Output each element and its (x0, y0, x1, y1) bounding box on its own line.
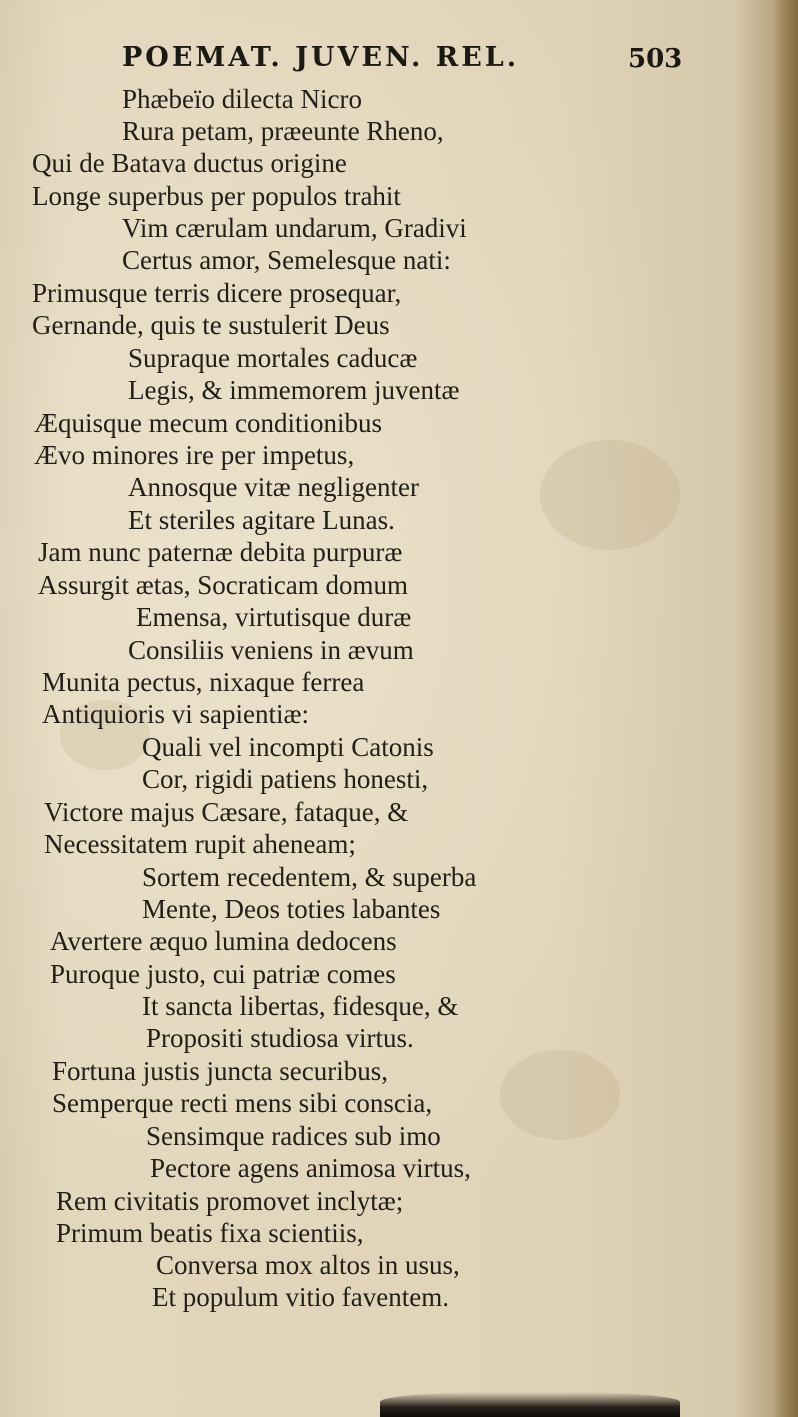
paper-stain (540, 440, 680, 550)
verse-line: Pectore agens animosa virtus, (150, 1153, 471, 1183)
verse-line: Annosque vitæ negligenter (128, 472, 419, 502)
verse-line: Longe superbus per populos trahit (32, 181, 401, 211)
running-title: POEMAT. JUVEN. REL. (122, 42, 520, 73)
verse-line: Gernande, quis te sustulerit Deus (32, 310, 390, 340)
verse-line: Legis, & immemorem juventæ (128, 375, 460, 405)
verse-line: Qui de Batava ductus origine (32, 148, 347, 178)
verse-line: Victore majus Cæsare, fataque, & (44, 797, 409, 827)
verse-line: Vim cærulam undarum, Gradivi (122, 213, 467, 243)
verse-line: Conversa mox altos in usus, (156, 1250, 460, 1280)
paper-stain (500, 1050, 620, 1140)
verse-line: Cor, rigidi patiens honesti, (142, 764, 429, 794)
verse-line: Fortuna justis juncta securibus, (52, 1056, 388, 1086)
verse-line: Emensa, virtutisque duræ (136, 602, 412, 632)
verse-line: Mente, Deos toties labantes (142, 894, 441, 924)
verse-line: Consiliis veniens in ævum (128, 635, 414, 665)
verse-line: Necessitatem rupit aheneam; (44, 829, 356, 859)
verse-line: Semperque recti mens sibi conscia, (52, 1088, 433, 1118)
verse-line: Æquisque mecum conditionibus (34, 408, 382, 438)
verse-line: Sortem recedentem, & superba (142, 862, 477, 892)
verse-line: Primusque terris dicere prosequar, (32, 278, 402, 308)
verse-line: Antiquioris vi sapientiæ: (42, 699, 309, 729)
verse-line: Ævo minores ire per impetus, (34, 440, 355, 470)
verse-line: Rem civitatis promovet inclytæ; (56, 1186, 404, 1216)
page-bottom-shadow (380, 1392, 680, 1417)
verse-line: It sancta libertas, fidesque, & (142, 991, 459, 1021)
verse-line: Et steriles agitare Lunas. (128, 505, 395, 535)
verse-line: Phæbeïo dilecta Nicro (122, 84, 362, 114)
verse-line: Jam nunc paternæ debita purpuræ (38, 537, 403, 567)
page-number: 503 (628, 44, 683, 74)
verse-line: Assurgit ætas, Socraticam domum (38, 570, 408, 600)
verse-line: Certus amor, Semelesque nati: (122, 245, 451, 275)
verse-line: Puroque justo, cui patriæ comes (50, 959, 396, 989)
verse-line: Propositi studiosa virtus. (146, 1023, 414, 1053)
verse-line: Primum beatis fixa scientiis, (56, 1218, 364, 1248)
binding-edge (772, 0, 798, 1417)
verse-line: Munita pectus, nixaque ferrea (42, 667, 365, 697)
verse-line: Et populum vitio faventem. (152, 1282, 449, 1312)
verse-line: Avertere æquo lumina dedocens (50, 926, 397, 956)
verse-line: Supraque mortales caducæ (128, 343, 418, 373)
verse-line: Quali vel incompti Catonis (142, 732, 434, 762)
verse-line: Sensimque radices sub imo (146, 1121, 441, 1151)
verse-line: Rura petam, præeunte Rheno, (122, 116, 444, 146)
